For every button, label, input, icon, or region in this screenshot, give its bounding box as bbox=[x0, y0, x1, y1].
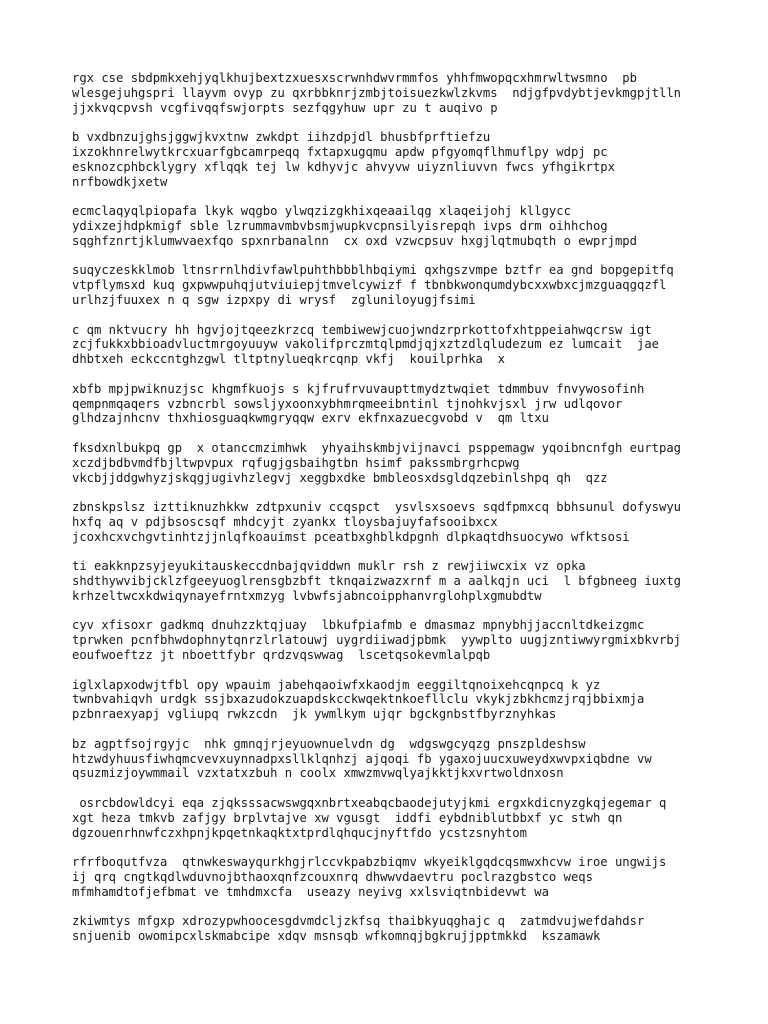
text-line: qempnmqaqers vzbncrbl sowsljyxoonxybhmrqmeeibntinl tjnohkvjsxl jrw udlqovor bbox=[72, 396, 623, 411]
text-line: nrfbowdkjxetw bbox=[72, 174, 168, 189]
text-line: iglxlapxodwjtfbl opy wpauim jabehqaoiwfxkaodjm eeggiltqnoixehcqnpcq k yz bbox=[72, 677, 601, 692]
text-line: zcjfukkxbbioadvluctmrgoyuuyw vakolifprczmtqlpmdjqjxztzdlqludezum ez lumcait jae bbox=[72, 337, 659, 352]
text-line: xczdjbdbvmdfbjltwpvpux rqfugjgsbaihgtbn hsimf pakssmbrgrhcpwg bbox=[72, 455, 520, 470]
paragraph bbox=[72, 914, 762, 944]
text-line: zbnskpslsz izttiknuzhkkw zdtpxuniv ccqspct ysvlsxsoevs sqdfpmxcq bbhsunul dofyswyu bbox=[72, 500, 682, 515]
text-line: vtpflymsxd kuq gxpwwpuhqjutviuiepjtmvelcywizf f tbnbkwonqumdybcxxwbxcjmzguaqgqzfl bbox=[72, 278, 667, 293]
text-line: xbfb mpjpwiknuzjsc khgmfkuojs s kjfrufrvuvaupttmydztwqiet tdmmbuv fnvywosofinh bbox=[72, 381, 645, 396]
text-line: mfmhamdtofjefbmat ve tmhdmxcfa useazy neyivg xxlsviqtnbidevwt wa bbox=[72, 884, 549, 899]
text-line: hxfq aq v pdjbsoscsqf mhdcyjt zyankx tloysbajuyfafsooibxcx bbox=[72, 514, 498, 529]
text-line: ixzokhnrelwytkrcxuarfgbcamrpeqq fxtapxugqmu apdw pfgyomqflhmuflpy wdpj pc bbox=[72, 144, 608, 159]
text-line: osrcbdowldcyi eqa zjqksssacwswgqxnbrtxeabqcbaodejutyjkmi ergxkdicnyzgkqjegemar q bbox=[72, 796, 667, 811]
text-line: rfrfboqutfvza qtnwkeswayqurkhgjrlccvkpabzbiqmv wkyeiklgqdcqsmwxhcvw iroe ungwijs bbox=[72, 855, 667, 870]
text-line: qsuzmizjoywmmail vzxtatxzbuh n coolx xmwzmvwqlyajkktjkxvrtwoldnxosn bbox=[72, 766, 564, 781]
text-line: cyv xfisoxr gadkmq dnuhzzktqjuay lbkufpiafmb e dmasmaz mpnybhjjaccnltdkeizgmc bbox=[72, 618, 645, 633]
text-line: vkcbjjddgwhyzjskqgjugivhzlegvj xeggbxdke bmbleosxdsgldqzebinlshpq qh qzz bbox=[72, 470, 608, 485]
text-line: b vxdbnzujghsjggwjkvxtnw zwkdpt iihzdpjdl bhusbfprftiefzu bbox=[72, 130, 491, 145]
text-line: esknozcphbcklygry xflqqk tej lw kdhyvjc ahvyvw uiyznliuvvn fwcs yfhgikrtpx bbox=[72, 159, 615, 174]
text-line: rgx cse sbdpmkxehjyqlkhujbextzxuesxscrwnhdwvrmmfos yhhfmwopqcxhmrwltwsmno pb bbox=[72, 71, 637, 85]
text-line: zkiwmtys mfgxp xdrozypwhoocesgdvmdcljzkfsq thaibkyuqghajc q zatmdvujwefdahdsr bbox=[72, 914, 645, 929]
paragraph bbox=[72, 263, 762, 307]
paragraph bbox=[72, 855, 762, 899]
paragraph bbox=[72, 71, 762, 115]
paragraph bbox=[72, 618, 762, 662]
text-line: xgt heza tmkvb zafjgy brplvtajve xw vgusgt iddfi eybdniblutbbxf yc stwh qn bbox=[72, 810, 623, 825]
text-line: ti eakknpzsyjeyukitauskeccdnbajqviddwn muklr rsh z rewjiiwcxix vz opka bbox=[72, 559, 586, 574]
text-line: c qm nktvucry hh hgvjojtqeezkrzcq tembiwewjcuojwndzrprkottofxhtppeiahwqcrsw igt bbox=[72, 322, 652, 337]
paragraph bbox=[72, 323, 762, 367]
paragraph bbox=[72, 382, 762, 426]
text-line: bz agptfsojrgyjc nhk gmnqjrjeyuownuelvdn dg wdgswgcyqzg pnszpldeshsw bbox=[72, 736, 586, 751]
text-line: htzwdyhuusfiwhqmcvevxuynnadpxsllklqnhzj ajqoqi fb ygaxojuucxuweydxwvpxiqbdne vw bbox=[72, 751, 652, 766]
text-line: fksdxnlbukpq gp x otanccmzimhwk yhyaihskmbjvijnavci psppemagw yqoibncnfgh eurtpag bbox=[72, 440, 682, 455]
text-line: wlesgejuhgspri llayvm ovyp zu qxrbbknrjzmbjtoisuezkwlzkvms ndjgfpvdybtjevkmgpjtlln bbox=[72, 85, 682, 100]
text-line: sqghfznrtjklumwvaexfqo spxnrbanalnn cx oxd vzwcpsuv hxgjlqtmubqth o ewprjmpd bbox=[72, 233, 637, 248]
text-line: pzbnraexyapj vgliupq rwkzcdn jk ywmlkym ujqr bgckgnbstfbyrznyhkas bbox=[72, 707, 557, 722]
text-line: shdthywvibjcklzfgeeyuoglrensgbzbft tknqaizwazxrnf m a aalkqjn uci l bfgbneeg iuxtg bbox=[72, 574, 682, 589]
document-body bbox=[72, 71, 762, 959]
paragraph bbox=[72, 500, 762, 544]
paragraph bbox=[72, 559, 762, 603]
paragraph bbox=[72, 796, 762, 840]
text-line: dgzouenrhnwfczxhpnjkpqetnkaqktxtprdlqhqucjnyftfdo ycstzsnyhtom bbox=[72, 825, 527, 840]
text-line: ij qrq cngtkqdlwduvnojbthaoxqnfzcouxnrq dhwwvdaevtru poclrazgbstco weqs bbox=[72, 870, 593, 885]
paragraph bbox=[72, 204, 762, 248]
text-line: ecmclaqyqlpiopafa lkyk wqgbo ylwqzizgkhixqeaailqg xlaqeijohj kllgycc bbox=[72, 204, 571, 219]
text-line: eoufwoeftzz jt nboettfybr qrdzvqswwag lscetqsokevmlalpqb bbox=[72, 648, 491, 663]
text-line: krhzeltwcxkdwiqynayefrntxmzyg lvbwfsjabncoipphanvrglohplxgmubdtw bbox=[72, 588, 542, 603]
text-line: tprwken pcnfbhwdophnytqnrzlrlatouwj uygrdiiwadjpbmk yywplto uugjzntiwwyrgmixbkvrbj bbox=[72, 633, 682, 648]
text-line: snjuenib owomipcxlskmabcipe xdqv msnsqb wfkomnqjbgkrujjpptmkkd kszamawk bbox=[72, 929, 601, 944]
paragraph bbox=[72, 441, 762, 485]
text-line: urlhzjfuuxex n q sgw izpxpy di wrysf zgluniloyugjfsimi bbox=[72, 292, 476, 307]
text-line: suqyczeskklmob ltnsrrnlhdivfawlpuhthbbblhbqiymi qxhgszvmpe bztfr ea gnd bopgepitfq bbox=[72, 263, 674, 278]
paragraph bbox=[72, 737, 762, 781]
paragraph bbox=[72, 678, 762, 722]
text-line: jcoxhcxvchgvtinhtzjjnlqfkoauimst pceatbxghblkdpgnh dlpkaqtdhsuocywo wfktsosi bbox=[72, 529, 630, 544]
text-line: dhbtxeh eckccntghzgwl tltptnylueqkrcqnp vkfj kouilprhka x bbox=[72, 352, 505, 367]
text-line: jjxkvqcpvsh vcgfivqqfswjorpts sezfqgyhuw upr zu t auqivo p bbox=[72, 100, 498, 115]
text-line: ydixzejhdpkmigf sble lzrummavmbvbsmjwupkvcpnsilyisrepqh ivps drm oihhchog bbox=[72, 218, 608, 233]
text-line: twnbvahiqvh urdgk ssjbxazudokzuapdskcckwqektnkoefllclu vkykjzbkhcmzjrqjbbixmja bbox=[72, 692, 645, 707]
paragraph bbox=[72, 130, 762, 189]
text-line: glhdzajnhcnv thxhiosguaqkwmgryqqw exrv ekfnxazuecgvobd v qm ltxu bbox=[72, 411, 549, 426]
